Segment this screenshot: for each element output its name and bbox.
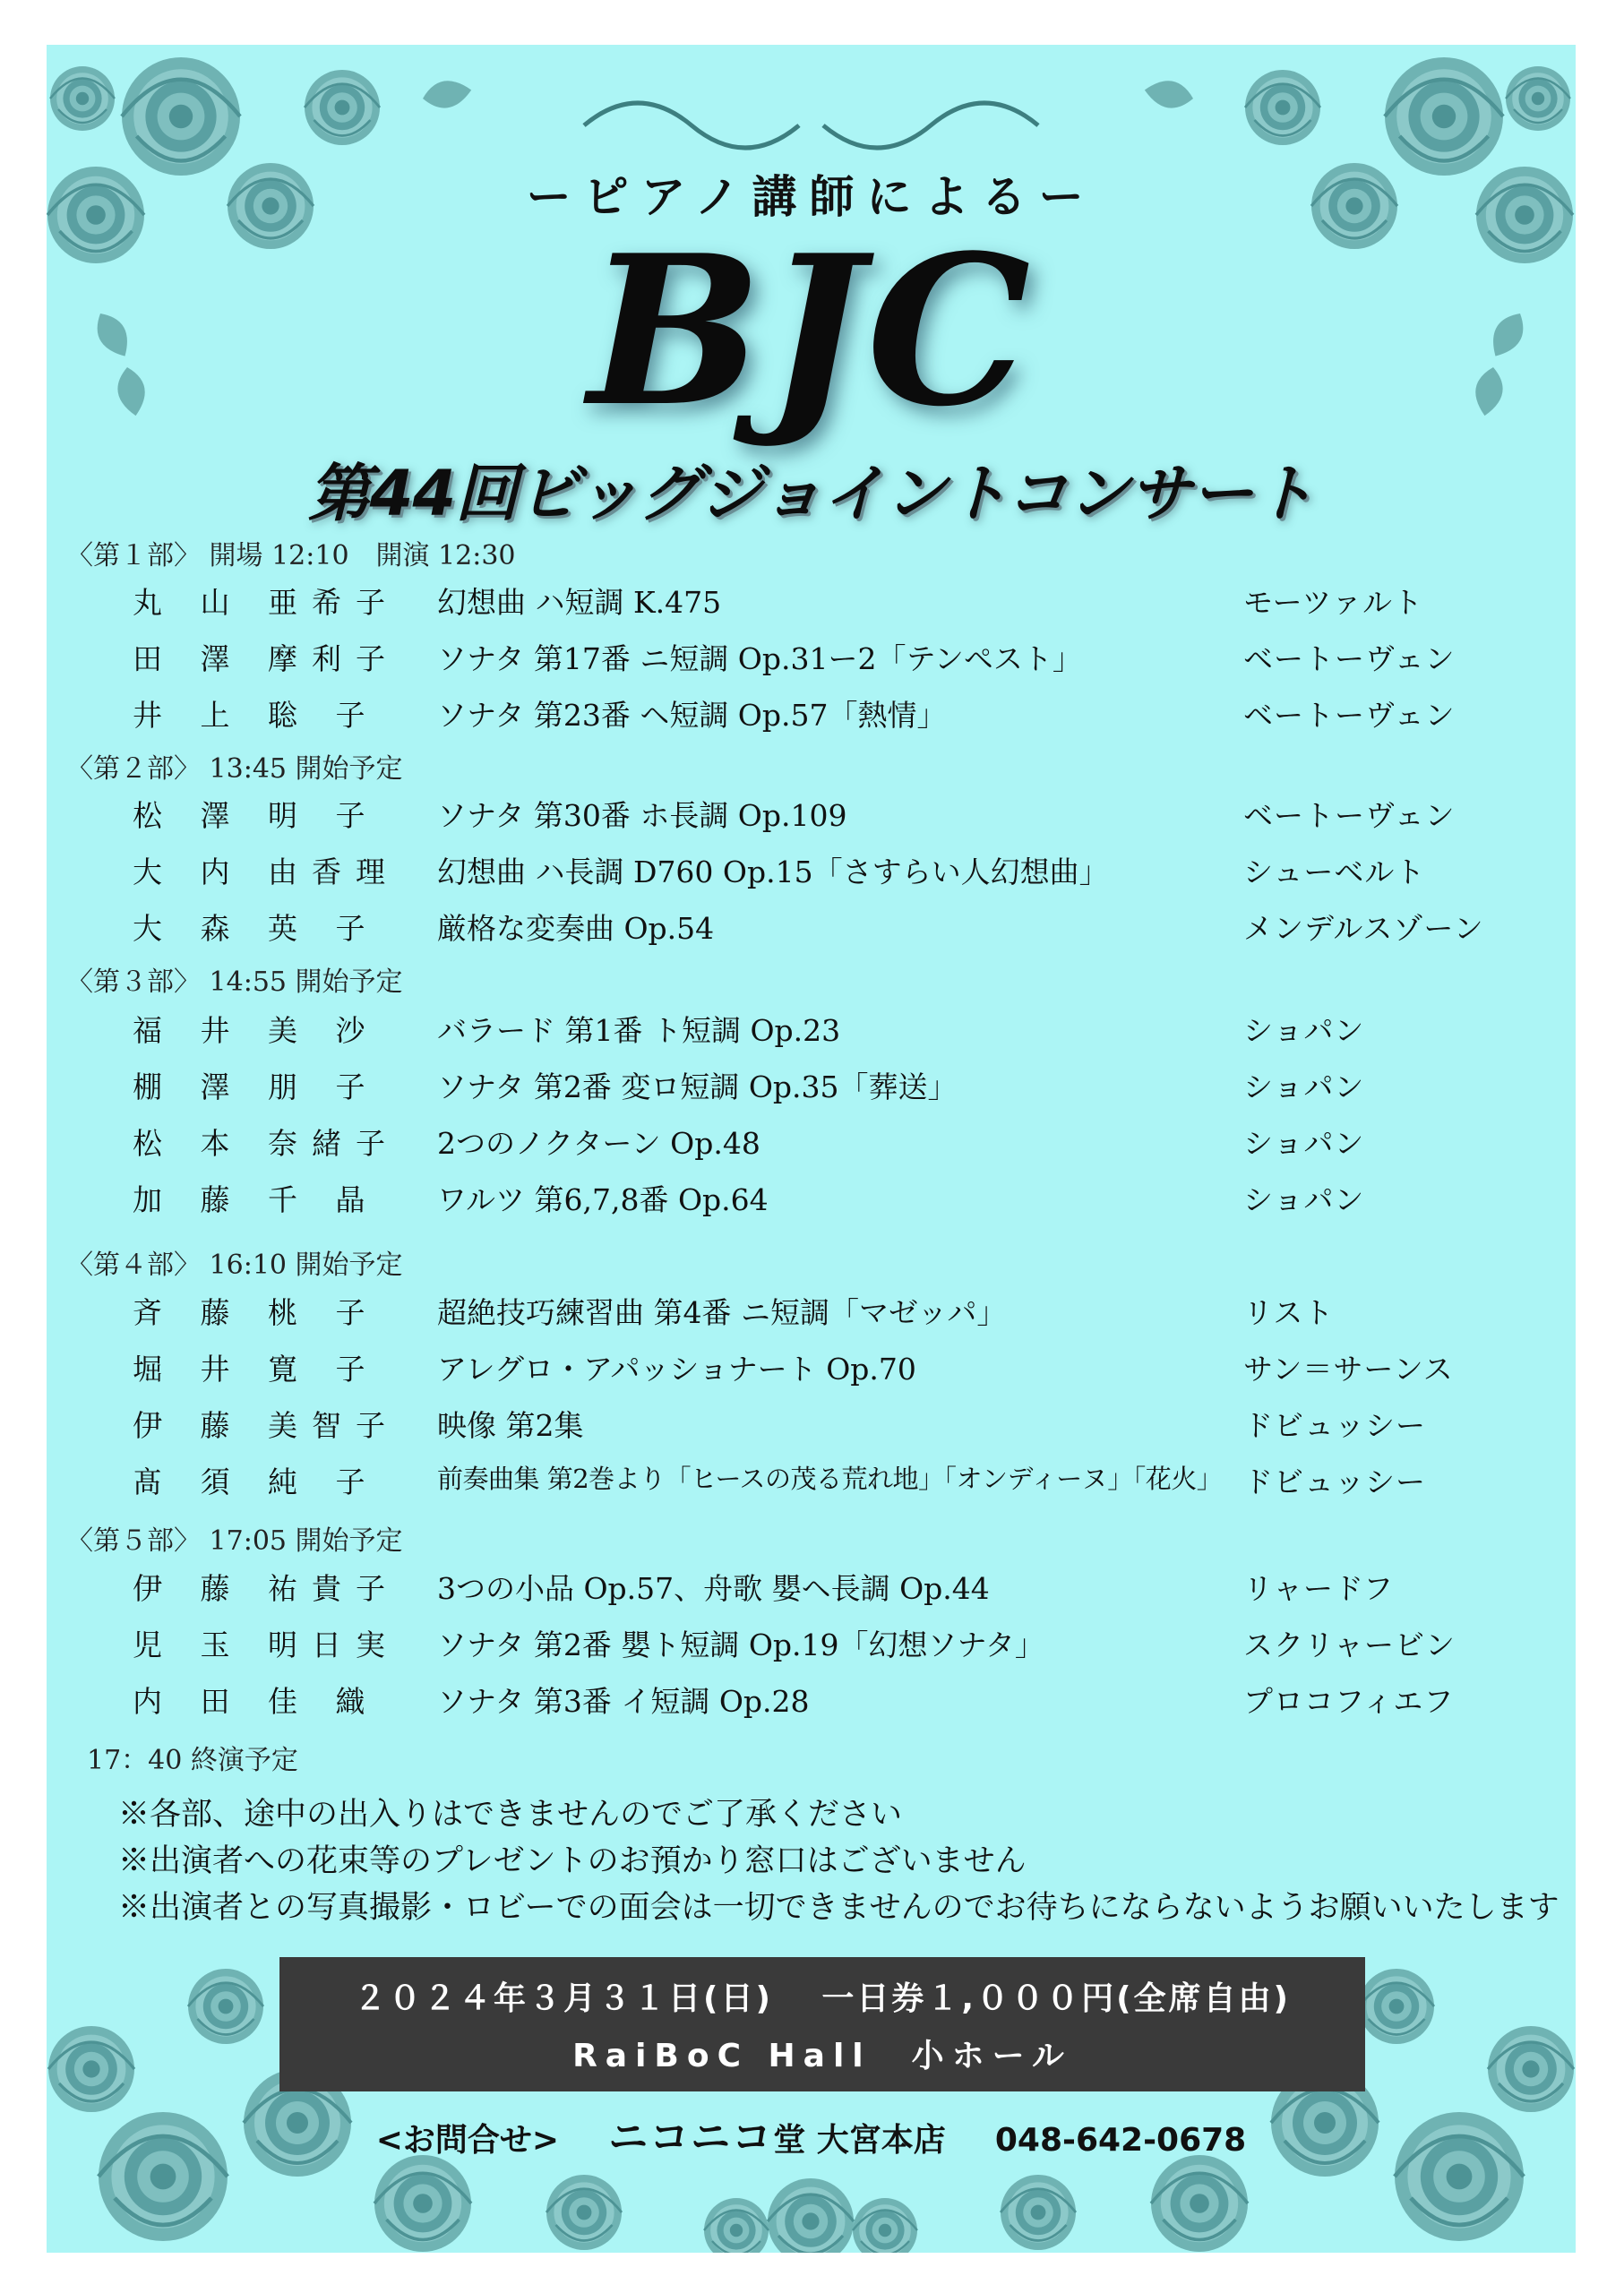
branch-name: 大宮本店 [816, 2122, 946, 2159]
piece-title: 映像 第2集 [437, 1408, 584, 1443]
rose-icon [305, 70, 380, 145]
piece-title: ソナタ 第3番 イ短調 Op.28 [437, 1684, 810, 1719]
piece-title: ソナタ 第30番 ホ長調 Op.109 [437, 798, 847, 833]
composer-name: リスト [1243, 1295, 1335, 1330]
performer-name: 田 澤 摩利子 [133, 641, 400, 676]
program-row [47, 906, 1576, 949]
performer-name: 松 澤 明 子 [133, 798, 380, 833]
performer-name: 堀 井 寛 子 [133, 1352, 380, 1387]
composer-name: ドビュッシー [1243, 1408, 1426, 1443]
performer-name: 丸 山 亜希子 [133, 585, 400, 620]
rose-icon [188, 1969, 263, 2044]
piece-title: 厳格な変奏曲 Op.54 [437, 911, 715, 946]
shop-name: ニコニコ [608, 2115, 774, 2160]
part-heading: 〈第１部〉 開場 12:10 開演 12:30 [66, 540, 516, 571]
performer-name: 大 森 英 子 [133, 911, 380, 946]
event-title: 第44回ビッグジョイントコンサート [307, 457, 1315, 530]
composer-name: ショパン [1243, 1126, 1365, 1161]
performer-name: 棚 澤 朋 子 [133, 1069, 380, 1104]
performer-name: 大 内 由香理 [133, 855, 400, 889]
program-row [47, 1622, 1576, 1665]
composer-name: ベートーヴェン [1243, 798, 1456, 833]
rose-icon [1245, 70, 1320, 145]
piece-title: 幻想曲 ハ長調 D760 Op.15「さすらい人幻想曲」 [437, 855, 1109, 889]
program-row [47, 1064, 1576, 1107]
piece-title: 2つのノクターン Op.48 [437, 1126, 760, 1161]
part-heading: 〈第２部〉 13:45 開始予定 [66, 753, 403, 785]
composer-name: ショパン [1243, 1013, 1365, 1048]
piece-title: ソナタ 第23番 ヘ短調 Op.57「熱情」 [437, 698, 947, 733]
composer-name: モーツァルト [1243, 585, 1424, 620]
piece-title: バラード 第1番 ト短調 Op.23 [437, 1013, 841, 1048]
composer-name: プロコフィエフ [1243, 1684, 1455, 1719]
logo-text: BJC [588, 210, 1035, 452]
program-row [47, 1008, 1576, 1051]
part-heading: 〈第３部〉 14:55 開始予定 [66, 966, 403, 998]
program-row [47, 793, 1576, 836]
rose-icon [1151, 2155, 1248, 2252]
performer-name: 斉 藤 桃 子 [133, 1295, 380, 1330]
performer-name: 松 本 奈緒子 [133, 1126, 400, 1161]
part-heading: 〈第４部〉 16:10 開始予定 [66, 1250, 403, 1281]
performer-name: 内 田 佳 織 [133, 1684, 380, 1719]
date-price: ２０２４年３月３１日(日) 一日券１,０００円(全席自由) [353, 1980, 1292, 2017]
note-item: ※各部、途中の出入りはできませんのでご了承ください [118, 1797, 903, 1833]
composer-name: リャードフ [1243, 1571, 1395, 1606]
composer-name: シューベルト [1243, 855, 1426, 889]
composer-name: スクリャービン [1243, 1627, 1456, 1662]
program-row [47, 1679, 1576, 1722]
rose-icon [1506, 66, 1570, 131]
program-row [47, 1121, 1576, 1164]
note-item: ※出演者との写真撮影・ロビーでの面会は一切できませんのでお待ちにならないようお願いいたします [118, 1890, 1560, 1926]
piece-title: ソナタ 第2番 変ロ短調 Op.35「葬送」 [437, 1069, 958, 1104]
performer-name: 福 井 美 沙 [133, 1013, 380, 1048]
notes [118, 1791, 1560, 1931]
program-row [47, 1290, 1576, 1333]
composer-name: ドビュッシー [1243, 1464, 1426, 1499]
performer-name: 伊 藤 祐貴子 [133, 1571, 400, 1606]
rose-icon [1001, 2175, 1076, 2250]
program-row [47, 636, 1576, 679]
program-row [47, 1346, 1576, 1389]
rose-icon [1385, 57, 1503, 176]
performer-name: 伊 藤 美智子 [133, 1408, 400, 1443]
program-row [47, 1459, 1576, 1502]
rose-icon [1359, 1969, 1434, 2044]
tagline: ーピアノ講師によるー [526, 171, 1096, 223]
rose-icon [50, 66, 115, 131]
program-row [47, 692, 1576, 735]
piece-title: 超絶技巧練習曲 第4番 ニ短調「マゼッパ」 [437, 1295, 1007, 1330]
rose-icon [48, 2026, 134, 2112]
piece-title: ソナタ 第2番 嬰ト短調 Op.19「幻想ソナタ」 [437, 1627, 1044, 1662]
contact-label: <お問合せ> [375, 2122, 560, 2159]
composer-name: ショパン [1243, 1069, 1365, 1104]
performer-name: 児 玉 明日実 [133, 1627, 400, 1662]
performer-name: 加 藤 千 晶 [133, 1182, 380, 1217]
contact [47, 2105, 1576, 2162]
piece-title: 3つの小品 Op.57、舟歌 嬰ヘ長調 Op.44 [437, 1571, 990, 1606]
part-heading: 〈第５部〉 17:05 開始予定 [66, 1525, 403, 1557]
rose-icon [546, 2175, 622, 2250]
rose-icon [853, 2198, 917, 2253]
rose-icon [122, 57, 240, 176]
composer-name: ショパン [1243, 1182, 1365, 1217]
piece-title: アレグロ・アパッショナート Op.70 [437, 1352, 916, 1387]
poster [47, 45, 1576, 2253]
performer-name: 井 上 聡 子 [133, 698, 380, 733]
shop-suffix: 堂 [773, 2122, 806, 2159]
composer-name: ベートーヴェン [1243, 641, 1456, 676]
phone-number: 048-642-0678 [994, 2122, 1247, 2159]
piece-title: 前奏曲集 第2巻より「ヒースの茂る荒れ地」「オンディーヌ」「花火」 [437, 1464, 1223, 1494]
event-info-box [279, 1957, 1365, 2091]
program-row [47, 1177, 1576, 1220]
composer-name: サン＝サーンス [1243, 1352, 1454, 1387]
program-row [47, 1566, 1576, 1609]
rose-icon [704, 2198, 769, 2253]
note-item: ※出演者への花束等のプレゼントのお預かり窓口はございません [118, 1843, 1027, 1879]
program-row [47, 1403, 1576, 1446]
composer-name: ベートーヴェン [1243, 698, 1456, 733]
piece-title: ソナタ 第17番 ニ短調 Op.31ー2「テンペスト」 [437, 641, 1082, 676]
end-time: 17：40 終演予定 [87, 1745, 298, 1776]
performer-name: 髙 須 純 子 [133, 1464, 380, 1499]
rose-icon [374, 2155, 471, 2252]
program-row [47, 580, 1576, 623]
venue: RaiBoC Hall 小ホール [572, 2038, 1072, 2074]
rose-icon [768, 2178, 854, 2253]
rose-icon [1488, 2026, 1574, 2112]
program-row [47, 849, 1576, 892]
piece-title: ワルツ 第6,7,8番 Op.64 [437, 1182, 769, 1217]
piece-title: 幻想曲 ハ短調 K.475 [437, 585, 722, 620]
composer-name: メンデルスゾーン [1243, 911, 1484, 946]
